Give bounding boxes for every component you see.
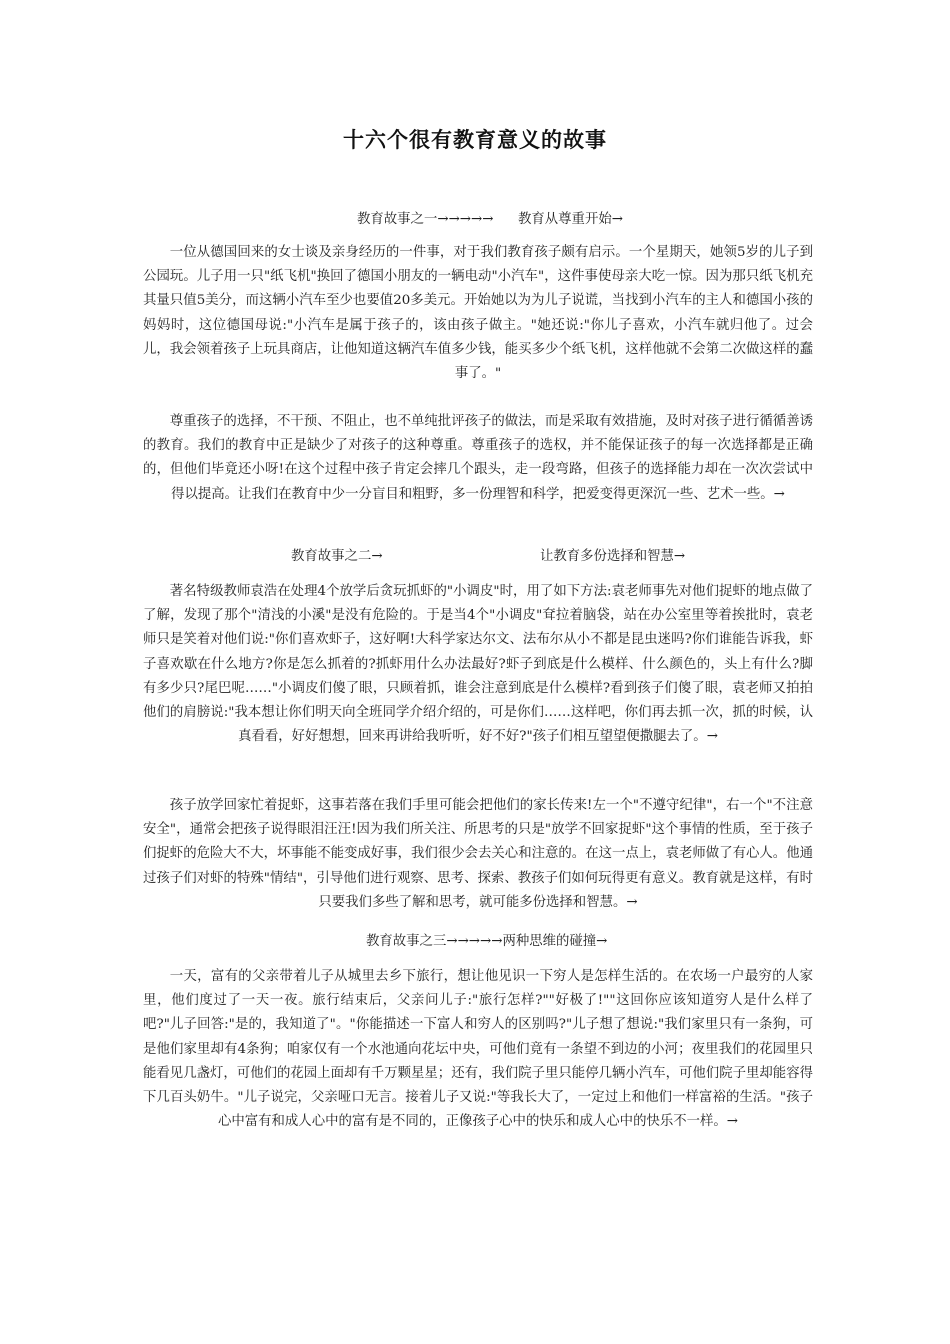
story2-paragraph-2: 孩子放学回家忙着捉虾，这事若落在我们手里可能会把他们的家长传来!左一个"不遵守纪律"，右一个"不注意安全"，通常会把孩子说得眼泪汪汪!因为我们所关注、所思考的只是"放学不回家捉虾"这个事情的性质，至于孩子们捉虾的危险大不大，坏事能不能变成好事，我们很少会去关心和注意的。在这一点上，袁老师做了有心人。他通过孩子们对虾的特殊"情结"，引导他们进行观察、思考、探索、教孩子们如何玩得更有意义。教育就是这样，有时只要我们多些了解和思考，就可能多份选择和智慧。→ — [143, 798, 813, 910]
story1-paragraph-2: 尊重孩子的选择，不干预、不阻止，也不单纯批评孩子的做法，而是采取有效措施，及时对孩子进行循循善诱的教育。我们的教育中正是缺少了对孩子的这种尊重。尊重孩子的选权，并不能保证孩子的每一次选择都是正确的，但他们毕竟还小呀!在这个过程中孩子肯定会摔几个跟头，走一段弯路，但孩子的选择能力却在一次次尝试中得以提高。让我们在教育中少一分盲目和粗野，多一份理智和科学，把爱变得更深沉一些、艺术一些。→ — [143, 414, 813, 502]
story2-paragraph-1: 著名特级教师袁浩在处理4个放学后贪玩抓虾的"小调皮"时，用了如下方法:袁老师事先对他们捉虾的地点做了了解，发现了那个"清浅的小溪"是没有危险的。于是当4个"小调皮"耷拉着脑袋，站在办公室里等着挨批时，袁老师只是笑着对他们说:"你们喜欢虾子，这好啊!大科学家达尔文、法布尔从小不都是昆虫迷吗?你们谁能告诉我，虾子喜欢歇在什么地方?你是怎么抓着的?抓虾用什么办法最好?虾子到底是什么模样、什么颜色的，头上有什么?脚有多少只?尾巴呢……"小调皮们傻了眼，只顾着抓，谁会注意到底是什么模样?看到孩子们傻了眼，袁老师又拍拍他们的肩膀说:"我本想让你们明天向全班同学介绍介绍的，可是你们……这样吧，你们再去抓一次，抓的时候，认真看看，好好想想，回来再讲给我听听，好不好?"孩子们相互望望便撒腿去了。→ — [143, 584, 813, 745]
document-title: 十六个很有教育意义的故事 — [343, 127, 607, 152]
story2-heading-number: 教育故事之二→ — [291, 549, 383, 564]
story3-heading: 教育故事之三→→→→→两种思维的碰撞→ — [366, 934, 608, 949]
story1-paragraph-1: 一位从德国回来的女士谈及亲身经历的一件事，对于我们教育孩子颇有启示。一个星期天，她领5岁的儿子到公园玩。儿子用一只"纸飞机"换回了德国小朋友的一辆电动"小汽车"，这件事使母亲大吃一惊。因为那只纸飞机充其量只值5美分，而这辆小汽车至少也要值20多美元。开始她以为为儿子说谎，当找到小汽车的主人和德国小孩的妈妈时，这位德国母说:"小汽车是属于孩子的，该由孩子做主。"她还说:"你儿子喜欢，小汽车就归他了。过会儿，我会领着孩子上玩具商店，让他知道这辆汽车值多少钱，能买多少个纸飞机，这样他就不会第二次做这样的蠢事了。" — [143, 245, 813, 382]
story2-heading-title: 让教育多份选择和智慧→ — [540, 549, 686, 564]
story1-heading-title: 教育从尊重开始→ — [518, 212, 623, 227]
story1-heading-number: 教育故事之一→→→→→ — [357, 212, 494, 227]
story3-paragraph-1: 一天，富有的父亲带着儿子从城里去乡下旅行，想让他见识一下穷人是怎样生活的。在农场一户最穷的人家里，他们度过了一天一夜。旅行结束后，父亲问儿子:"旅行怎样?""好极了!""这回你应该知道穷人是什么样了吧?"儿子回答:"是的，我知道了"。"你能描述一下富人和穷人的区别吗?"儿子想了想说:"我们家里只有一条狗，可是他们家里却有4条狗；咱家仅有一个水池通向花坛中央，可他们竟有一条望不到边的小河；夜里我们的花园里只能看见几盏灯，可他们的花园上面却有千万颗星星；还有，我们院子里只能停几辆小汽车，可他们院子里却能容得下几百头奶牛。"儿子说完，父亲哑口无言。接着儿子又说:"等我长大了，一定过上和他们一样富裕的生活。"孩子心中富有和成人心中的富有是不同的，正像孩子心中的快乐和成人心中的快乐不一样。→ — [143, 969, 813, 1130]
